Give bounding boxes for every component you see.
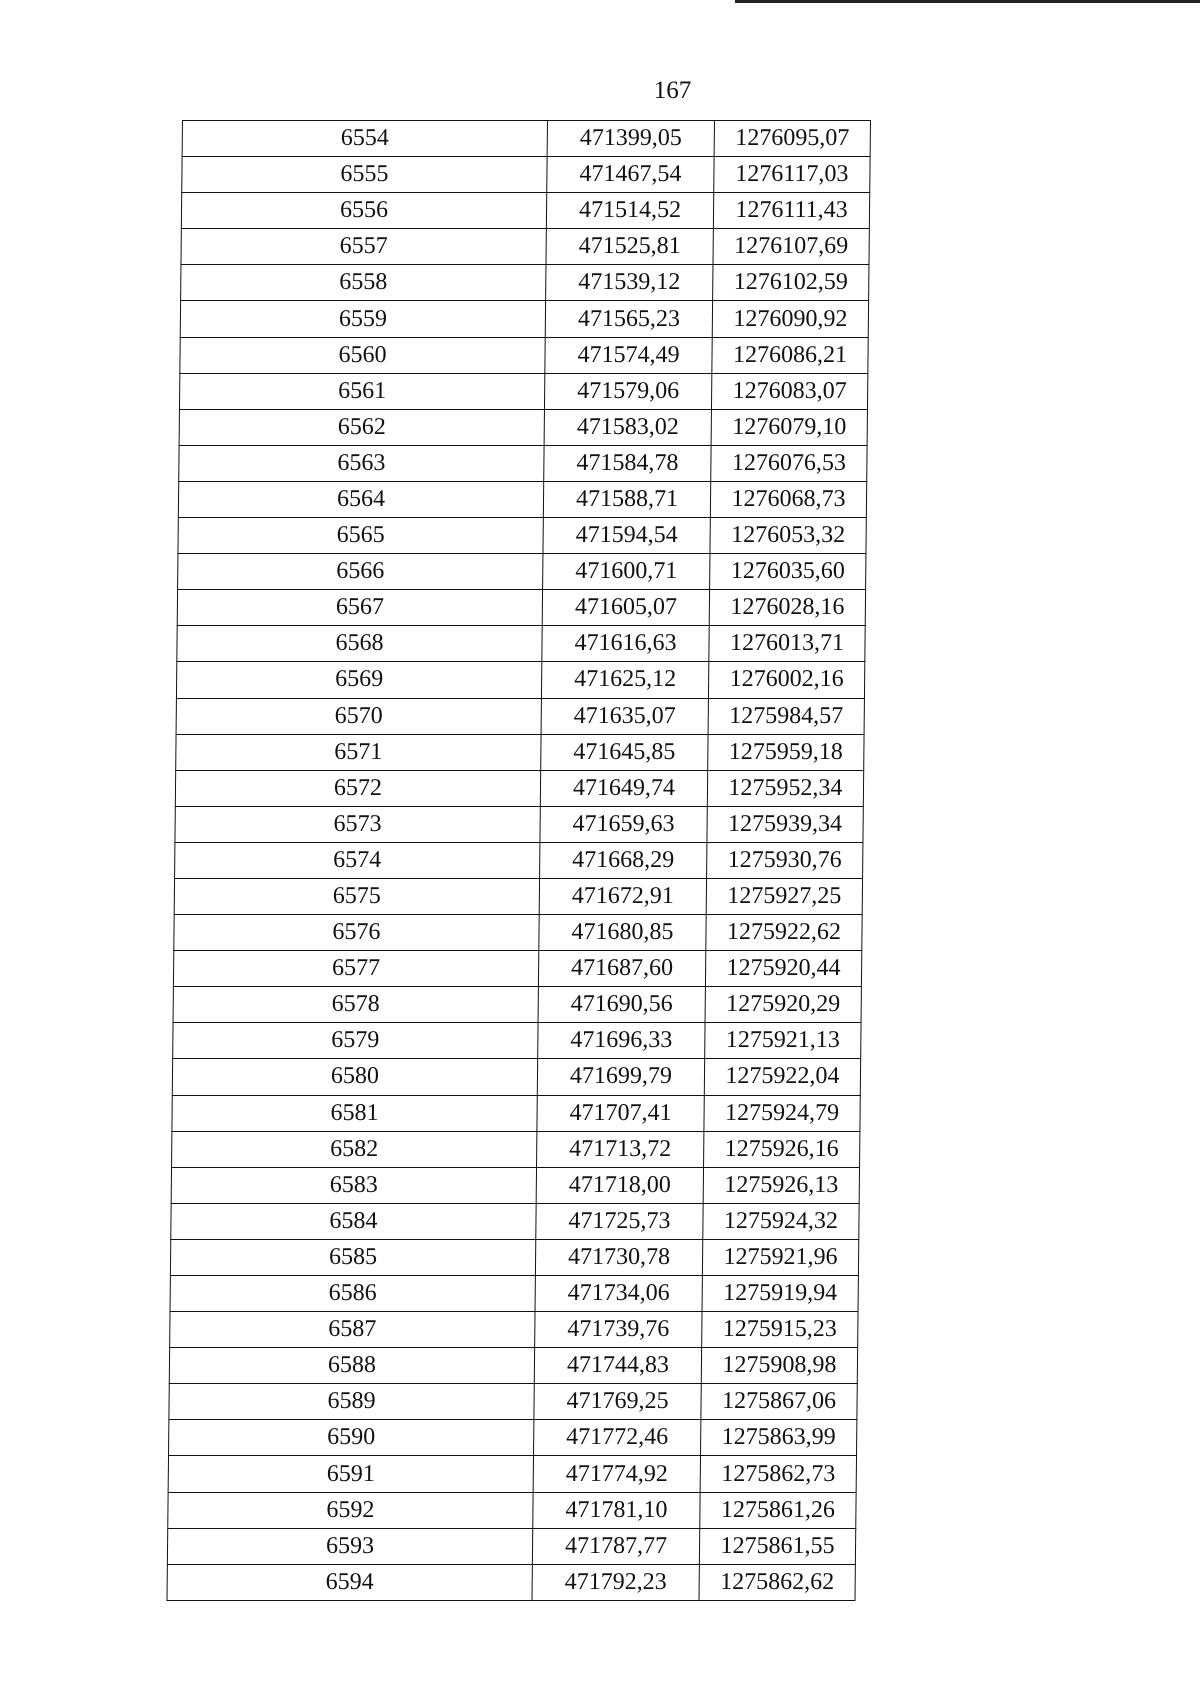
point-number-cell: 6579 (173, 1023, 538, 1059)
table-row (169, 1384, 857, 1420)
y-coordinate-cell: 1276117,03 (714, 157, 870, 193)
table-row (171, 1167, 859, 1203)
x-coordinate-cell: 471399,05 (547, 121, 714, 157)
point-number-cell: 6589 (169, 1384, 534, 1420)
x-coordinate-cell: 471787,77 (532, 1528, 699, 1564)
x-coordinate-cell: 471649,74 (540, 770, 707, 806)
point-number-cell: 6567 (177, 590, 542, 626)
x-coordinate-cell: 471668,29 (540, 842, 707, 878)
table-row (172, 1059, 860, 1095)
y-coordinate-cell: 1275862,62 (699, 1564, 855, 1600)
point-number-cell: 6565 (178, 518, 543, 554)
point-number-cell: 6563 (179, 445, 544, 481)
y-coordinate-cell: 1275984,57 (708, 698, 864, 734)
y-coordinate-cell: 1276102,59 (713, 265, 869, 301)
table-row (174, 915, 862, 951)
table-row (168, 1492, 856, 1528)
x-coordinate-cell: 471730,78 (535, 1239, 702, 1275)
x-coordinate-cell: 471514,52 (546, 193, 713, 229)
x-coordinate-cell: 471690,56 (538, 987, 705, 1023)
x-coordinate-cell: 471635,07 (541, 698, 708, 734)
point-number-cell: 6592 (168, 1492, 533, 1528)
y-coordinate-cell: 1276076,53 (711, 445, 867, 481)
point-number-cell: 6587 (170, 1312, 535, 1348)
x-coordinate-cell: 471739,76 (535, 1312, 702, 1348)
y-coordinate-cell: 1276095,07 (714, 121, 870, 157)
point-number-cell: 6576 (174, 915, 539, 951)
x-coordinate-cell: 471680,85 (539, 915, 706, 951)
point-number-cell: 6566 (178, 554, 543, 590)
point-number-cell: 6588 (169, 1348, 534, 1384)
y-coordinate-cell: 1275867,06 (701, 1384, 857, 1420)
coordinates-table-container (166, 120, 870, 1601)
table-row (178, 481, 866, 517)
table-row (167, 1564, 855, 1600)
x-coordinate-cell: 471659,63 (540, 806, 707, 842)
table-row (177, 590, 865, 626)
x-coordinate-cell: 471579,06 (544, 373, 711, 409)
point-number-cell: 6577 (173, 951, 538, 987)
y-coordinate-cell: 1276068,73 (710, 481, 866, 517)
y-coordinate-cell: 1276079,10 (711, 409, 867, 445)
table-row (182, 157, 870, 193)
table-row (178, 518, 866, 554)
point-number-cell: 6555 (182, 157, 547, 193)
y-coordinate-cell: 1276111,43 (713, 193, 869, 229)
x-coordinate-cell: 471605,07 (542, 590, 709, 626)
y-coordinate-cell: 1276086,21 (712, 337, 868, 373)
y-coordinate-cell: 1275920,44 (705, 951, 861, 987)
y-coordinate-cell: 1275919,94 (702, 1276, 858, 1312)
x-coordinate-cell: 471713,72 (537, 1131, 704, 1167)
point-number-cell: 6594 (167, 1564, 532, 1600)
point-number-cell: 6583 (171, 1167, 536, 1203)
x-coordinate-cell: 471734,06 (535, 1276, 702, 1312)
table-row (179, 373, 867, 409)
y-coordinate-cell: 1275927,25 (706, 878, 862, 914)
table-row (173, 951, 861, 987)
point-number-cell: 6582 (172, 1131, 537, 1167)
y-coordinate-cell: 1275926,16 (704, 1131, 860, 1167)
y-coordinate-cell: 1275861,26 (700, 1492, 856, 1528)
x-coordinate-cell: 471792,23 (532, 1564, 699, 1600)
point-number-cell: 6570 (176, 698, 541, 734)
point-number-cell: 6562 (179, 409, 544, 445)
x-coordinate-cell: 471600,71 (543, 554, 710, 590)
y-coordinate-cell: 1275915,23 (702, 1312, 858, 1348)
y-coordinate-cell: 1275862,73 (700, 1456, 856, 1492)
table-row (177, 626, 865, 662)
top-edge-rule (735, 0, 1200, 3)
table-row (173, 987, 861, 1023)
point-number-cell: 6593 (167, 1528, 532, 1564)
x-coordinate-cell: 471696,33 (538, 1023, 705, 1059)
y-coordinate-cell: 1275863,99 (701, 1420, 857, 1456)
coordinates-table-body (167, 121, 870, 1601)
table-row (176, 698, 864, 734)
point-number-cell: 6556 (181, 193, 546, 229)
x-coordinate-cell: 471699,79 (537, 1059, 704, 1095)
table-row (181, 229, 869, 265)
y-coordinate-cell: 1276053,32 (710, 518, 866, 554)
table-row (174, 878, 862, 914)
x-coordinate-cell: 471645,85 (541, 734, 708, 770)
x-coordinate-cell: 471744,83 (534, 1348, 701, 1384)
table-row (178, 554, 866, 590)
x-coordinate-cell: 471594,54 (543, 518, 710, 554)
x-coordinate-cell: 471781,10 (533, 1492, 700, 1528)
x-coordinate-cell: 471718,00 (536, 1167, 703, 1203)
y-coordinate-cell: 1276107,69 (713, 229, 869, 265)
y-coordinate-cell: 1276013,71 (709, 626, 865, 662)
table-row (173, 1023, 861, 1059)
x-coordinate-cell: 471725,73 (536, 1203, 703, 1239)
y-coordinate-cell: 1276083,07 (711, 373, 867, 409)
y-coordinate-cell: 1275920,29 (705, 987, 861, 1023)
table-row (175, 806, 863, 842)
y-coordinate-cell: 1275939,34 (707, 806, 863, 842)
y-coordinate-cell: 1275921,13 (705, 1023, 861, 1059)
point-number-cell: 6569 (176, 662, 541, 698)
point-number-cell: 6574 (175, 842, 540, 878)
table-row (172, 1131, 860, 1167)
point-number-cell: 6573 (175, 806, 540, 842)
x-coordinate-cell: 471625,12 (541, 662, 708, 698)
point-number-cell: 6584 (171, 1203, 536, 1239)
point-number-cell: 6591 (168, 1456, 533, 1492)
table-row (180, 337, 868, 373)
y-coordinate-cell: 1275924,79 (704, 1095, 860, 1131)
y-coordinate-cell: 1275924,32 (703, 1203, 859, 1239)
y-coordinate-cell: 1275926,13 (703, 1167, 859, 1203)
coordinates-table (166, 120, 871, 1601)
point-number-cell: 6558 (181, 265, 546, 301)
table-row (169, 1348, 857, 1384)
x-coordinate-cell: 471772,46 (534, 1420, 701, 1456)
y-coordinate-cell: 1275922,62 (706, 915, 862, 951)
point-number-cell: 6568 (177, 626, 542, 662)
table-row (180, 301, 868, 337)
point-number-cell: 6557 (181, 229, 546, 265)
table-row (170, 1312, 858, 1348)
point-number-cell: 6571 (176, 734, 541, 770)
x-coordinate-cell: 471467,54 (547, 157, 714, 193)
table-row (179, 409, 867, 445)
x-coordinate-cell: 471672,91 (539, 878, 706, 914)
x-coordinate-cell: 471584,78 (544, 445, 711, 481)
point-number-cell: 6561 (179, 373, 544, 409)
table-row (181, 193, 869, 229)
point-number-cell: 6554 (182, 121, 547, 157)
table-row (167, 1528, 855, 1564)
x-coordinate-cell: 471539,12 (546, 265, 713, 301)
point-number-cell: 6559 (180, 301, 545, 337)
point-number-cell: 6575 (174, 878, 539, 914)
y-coordinate-cell: 1275921,96 (702, 1239, 858, 1275)
table-row (182, 121, 870, 157)
table-row (181, 265, 869, 301)
point-number-cell: 6560 (180, 337, 545, 373)
y-coordinate-cell: 1275930,76 (707, 842, 863, 878)
y-coordinate-cell: 1275908,98 (701, 1348, 857, 1384)
point-number-cell: 6586 (170, 1276, 535, 1312)
table-row (179, 445, 867, 481)
point-number-cell: 6564 (178, 481, 543, 517)
table-row (170, 1276, 858, 1312)
x-coordinate-cell: 471616,63 (542, 626, 709, 662)
y-coordinate-cell: 1275861,55 (699, 1528, 855, 1564)
x-coordinate-cell: 471769,25 (534, 1384, 701, 1420)
y-coordinate-cell: 1275922,04 (704, 1059, 860, 1095)
y-coordinate-cell: 1275952,34 (707, 770, 863, 806)
point-number-cell: 6585 (170, 1239, 535, 1275)
page-number: 167 (653, 77, 692, 104)
x-coordinate-cell: 471565,23 (545, 301, 712, 337)
point-number-cell: 6578 (173, 987, 538, 1023)
table-row (172, 1095, 860, 1131)
x-coordinate-cell: 471774,92 (533, 1456, 700, 1492)
y-coordinate-cell: 1276035,60 (710, 554, 866, 590)
table-row (176, 734, 864, 770)
x-coordinate-cell: 471687,60 (538, 951, 705, 987)
y-coordinate-cell: 1275959,18 (708, 734, 864, 770)
point-number-cell: 6590 (169, 1420, 534, 1456)
table-row (171, 1203, 859, 1239)
x-coordinate-cell: 471574,49 (545, 337, 712, 373)
x-coordinate-cell: 471707,41 (537, 1095, 704, 1131)
x-coordinate-cell: 471525,81 (546, 229, 713, 265)
y-coordinate-cell: 1276002,16 (708, 662, 864, 698)
table-row (176, 662, 864, 698)
y-coordinate-cell: 1276090,92 (712, 301, 868, 337)
table-row (169, 1420, 857, 1456)
x-coordinate-cell: 471583,02 (544, 409, 711, 445)
point-number-cell: 6581 (172, 1095, 537, 1131)
table-row (170, 1239, 858, 1275)
table-row (175, 842, 863, 878)
point-number-cell: 6572 (175, 770, 540, 806)
x-coordinate-cell: 471588,71 (543, 481, 710, 517)
point-number-cell: 6580 (172, 1059, 537, 1095)
table-row (175, 770, 863, 806)
table-row (168, 1456, 856, 1492)
y-coordinate-cell: 1276028,16 (709, 590, 865, 626)
